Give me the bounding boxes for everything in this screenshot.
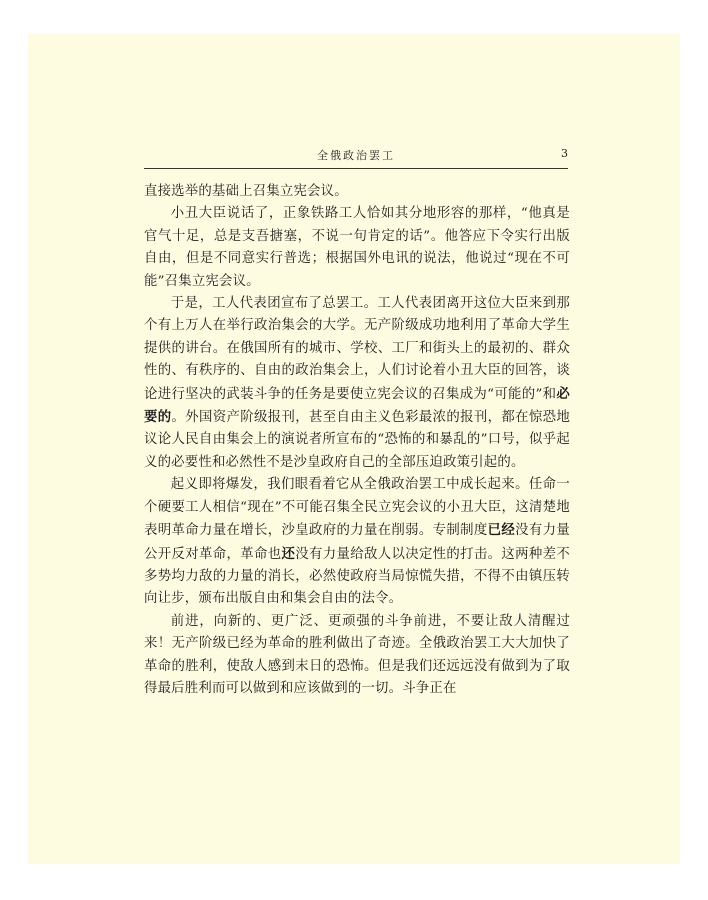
paragraph-text: 直接选举的基础上召集立宪会议。 bbox=[144, 184, 348, 199]
paragraph-text: 前进，向新的、更广泛、更顽强的斗争前进，不要让敌人清醒过来！无产阶级已经为革命的胜利做出了奇迹。全俄政治罢工大大加快了革命的胜利，使敌人感到末日的恐怖。但是我们还远远没有做到为了取得最后胜利而可以做到和应该做到的一切。斗争正在 bbox=[144, 613, 570, 696]
paragraph bbox=[144, 611, 570, 701]
paragraph-text: 于是，工人代表团宣布了总罢工。工人代表团离开这位大臣来到那个有上万人在举行政治集会的大学。无产阶级成功地利用了革命大学生提供的讲台。在俄国所有的城市、学校、工厂和街头上的最初的、群众性的、有秩序的、自由的政治集会上，人们讨论着小丑大臣的回答，谈论进行坚决的武装斗争的任务是要使立宪会议的召集成为“可能的”和 bbox=[144, 296, 570, 402]
page-number: 3 bbox=[561, 147, 568, 160]
paragraph-text: 小丑大臣说话了，正象铁路工人恰如其分地形容的那样，“他真是官气十足，总是支吾搪塞，不说一句肯定的话”。他答应下令实行出版自由，但是不同意实行普选；根据国外电讯的说法，他说过“现在不可能”召集立宪会议。 bbox=[144, 206, 570, 289]
paragraph-text: 没有力量公开反对革命，革命也 bbox=[144, 523, 571, 562]
paragraph bbox=[144, 474, 570, 610]
paragraph-text: 起义即将爆发，我们眼看着它从全俄政治罢工中成长起来。任命一个硬要工人相信“现在”不可能召集全民立宪会议的小丑大臣，这清楚地表明革命力量在增长，沙皇政府的力量在削弱。专制制度 bbox=[144, 477, 570, 539]
emphasis-text: 已经 bbox=[487, 522, 516, 539]
running-header bbox=[144, 147, 568, 165]
body-text bbox=[144, 181, 570, 700]
paragraph bbox=[144, 203, 570, 293]
emphasis-text: 还 bbox=[281, 545, 296, 562]
running-title: 全俄政治罢工 bbox=[317, 149, 395, 162]
header-rule bbox=[144, 168, 568, 169]
emphasis-text: 必要的 bbox=[144, 385, 570, 426]
paragraph-text: 没有力量给敌人以决定性的打击。这两种差不多势均力敌的力量的消长，必然使政府当局惊慌失措，不得不由镇压转向让步，颁布出版自由和集会自由的法令。 bbox=[144, 546, 570, 607]
paragraph bbox=[144, 293, 570, 474]
paragraph bbox=[144, 181, 570, 203]
paragraph-text: 。外国资产阶级报刊，甚至自由主义色彩最浓的报刊，都在惊恐地议论人民自由集会上的演说者所宣布的“恐怖的和暴乱的”口号，似乎起义的必要性和必然性不是沙皇政府自己的全部压迫政策引起的。 bbox=[144, 410, 570, 470]
